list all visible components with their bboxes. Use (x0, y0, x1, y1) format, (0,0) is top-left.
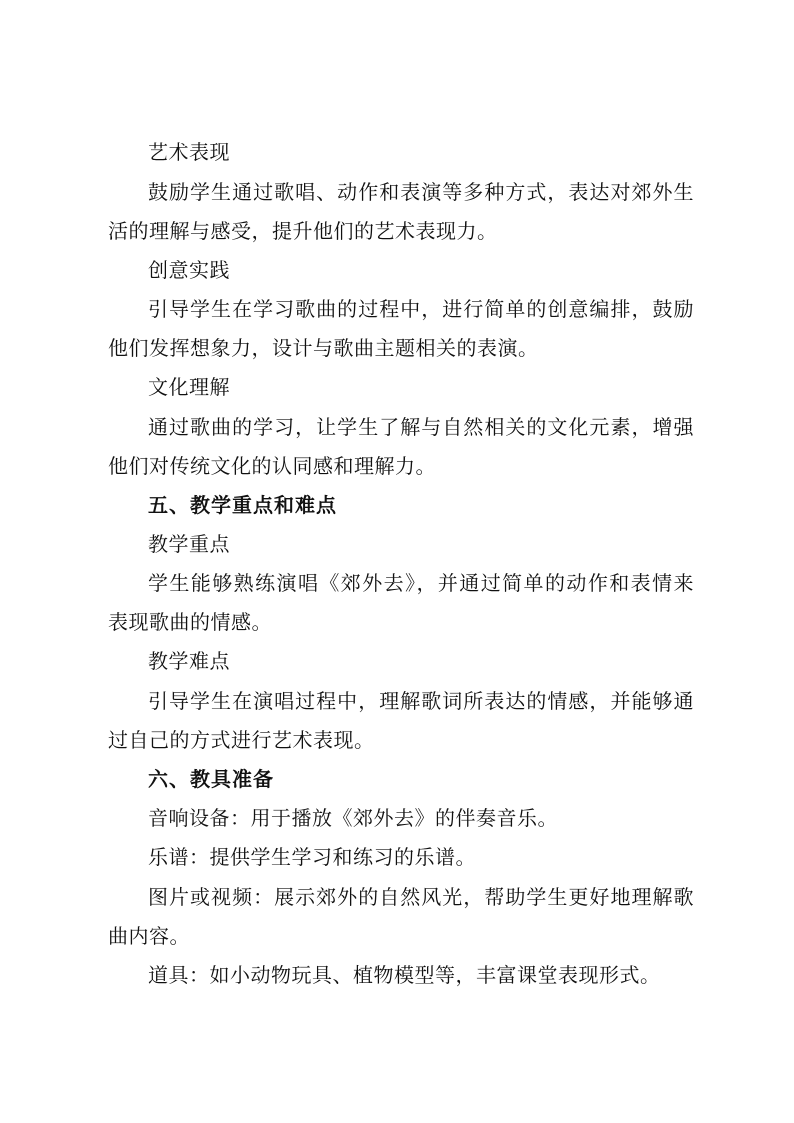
paragraph-line: 表现歌曲的情感。 (108, 610, 272, 634)
paragraph-line: 乐谱：提供学生学习和练习的乐谱。 (148, 845, 476, 869)
subheading-art-expression: 艺术表现 (148, 140, 230, 164)
paragraph-line: 曲内容。 (108, 924, 190, 948)
section-heading-5: 五、教学重点和难点 (148, 493, 337, 517)
paragraph-line: 引导学生在学习歌曲的过程中，进行简单的创意编排，鼓励 (148, 297, 694, 321)
paragraph-line: 道具：如小动物玩具、植物模型等，丰富课堂表现形式。 (148, 963, 661, 987)
paragraph-line: 他们发挥想象力，设计与歌曲主题相关的表演。 (108, 336, 539, 360)
subheading-teaching-difficulty: 教学难点 (148, 649, 230, 673)
paragraph-line: 引导学生在演唱过程中，理解歌词所表达的情感，并能够通 (148, 689, 694, 713)
paragraph-line: 鼓励学生通过歌唱、动作和表演等多种方式，表达对郊外生 (148, 180, 694, 204)
paragraph-line: 学生能够熟练演唱《郊外去》，并通过简单的动作和表情来 (148, 571, 694, 595)
paragraph-line: 活的理解与感受，提升他们的艺术表现力。 (108, 219, 498, 243)
paragraph-line: 图片或视频：展示郊外的自然风光，帮助学生更好地理解歌 (148, 885, 694, 909)
paragraph-line: 通过歌曲的学习，让学生了解与自然相关的文化元素，增强 (148, 415, 694, 439)
subheading-teaching-focus: 教学重点 (148, 532, 230, 556)
section-heading-6: 六、教具准备 (148, 767, 274, 791)
paragraph-line: 过自己的方式进行艺术表现。 (108, 728, 375, 752)
paragraph-line: 音响设备：用于播放《郊外去》的伴奏音乐。 (148, 806, 558, 830)
paragraph-line: 他们对传统文化的认同感和理解力。 (108, 454, 436, 478)
subheading-creative-practice: 创意实践 (148, 258, 230, 282)
subheading-cultural-understanding: 文化理解 (148, 375, 230, 399)
